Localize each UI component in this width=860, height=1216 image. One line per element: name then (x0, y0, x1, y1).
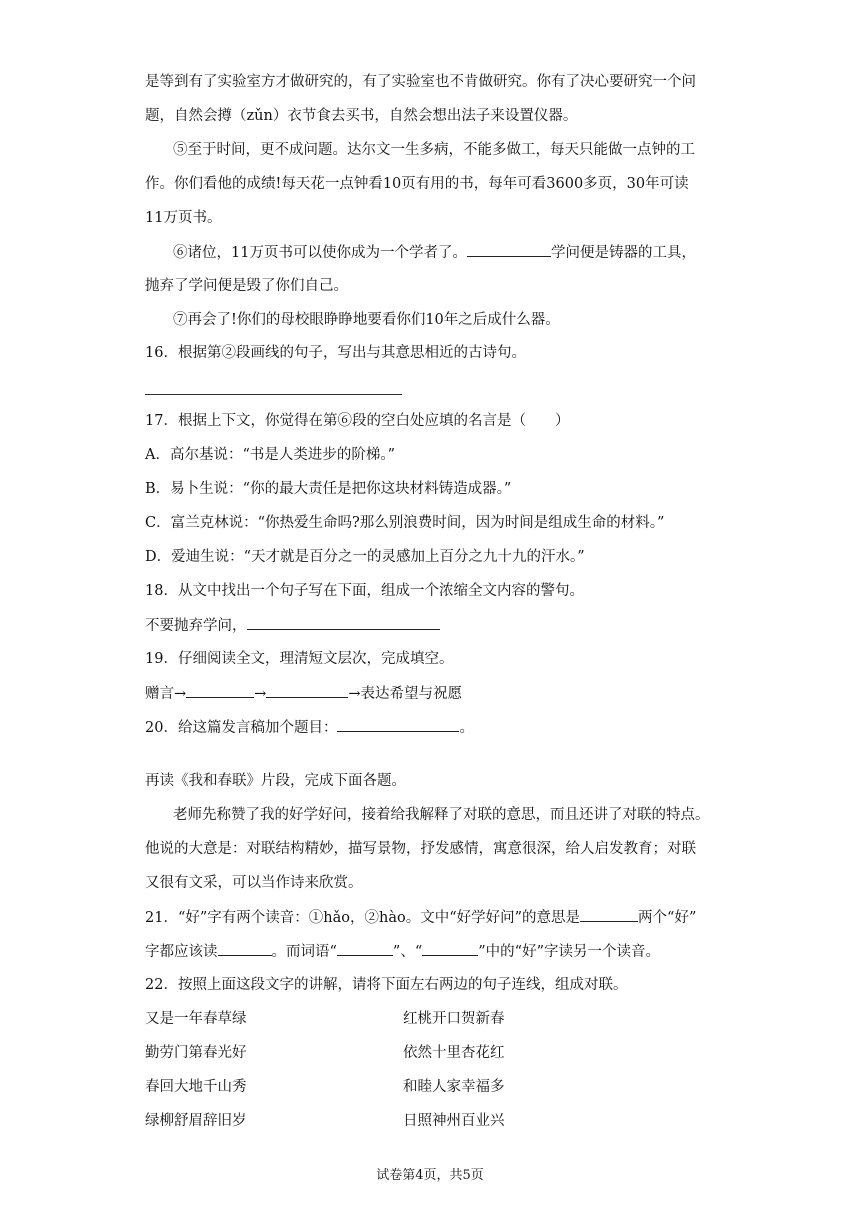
option-a[interactable]: A．高尔基说：“书是人类进步的阶梯。” (145, 447, 396, 463)
paragraph-7: ⑦再会了!你们的母校眼睁睁地要看你们10年之后成什么器。 (173, 312, 560, 328)
question-21-text: 两个“好” (638, 910, 697, 926)
section-paragraph: 他说的大意是：对联结构精妙，描写景物，抒发感情，寓意很深，给人启发教育；对联 (145, 841, 696, 857)
question-16: 16．根据第②段画线的句子，写出与其意思相近的古诗句。 (145, 345, 526, 361)
question-20 (145, 717, 474, 738)
passage-line: 题，自然会撙（zǔn）衣节食去买书，自然会想出法子来设置仪器。 (145, 108, 578, 124)
answer-blank-21d[interactable] (422, 941, 478, 956)
passage-line: 是等到有了实验室方才做研究的，有了实验室也不肯做研究。你有了决心要研究一个问 (145, 74, 696, 90)
paragraph-6-text: 学问便是铸器的工具， (550, 245, 696, 261)
couplet-right[interactable]: 依然十里杏花红 (403, 1045, 505, 1061)
flow-arrow: → (254, 686, 267, 702)
question-21 (145, 907, 696, 928)
section-paragraph: 又很有文采，可以当作诗来欣赏。 (145, 875, 363, 891)
option-c[interactable]: C．富兰克林说：“你热爱生命吗?那么别浪费时间，因为时间是组成生命的材料。” (145, 515, 665, 531)
couplet-left[interactable]: 春回大地千山秀 (145, 1079, 247, 1095)
answer-prefix: 不要抛弃学问， (145, 618, 247, 634)
answer-blank-19b[interactable] (266, 683, 348, 698)
answer-blank-20[interactable] (337, 717, 459, 732)
page-footer: 试卷第4页，共5页 (376, 1168, 484, 1183)
couplet-left[interactable]: 又是一年春草绿 (145, 1011, 247, 1027)
answer-blank-19a[interactable] (186, 683, 254, 698)
question-21-cont (145, 941, 660, 962)
answer-blank-18[interactable] (247, 615, 440, 630)
section-paragraph: 老师先称赞了我的好学好问，接着给我解释了对联的意思，而且还讲了对联的特点。 (173, 807, 710, 823)
paragraph-6 (173, 242, 696, 263)
question-21-text: ”、“ (392, 944, 423, 960)
passage-line: 11万页书。 (145, 210, 222, 226)
couplet-right[interactable]: 日照神州百业兴 (403, 1113, 505, 1129)
question-18: 18．从文中找出一个句子写在下面，组成一个浓缩全文内容的警句。 (145, 583, 584, 599)
section-intro: 再读《我和春联》片段，完成下面各题。 (145, 773, 406, 789)
question-18-answer (145, 615, 440, 636)
couplet-right[interactable]: 和睦人家幸福多 (403, 1079, 505, 1095)
question-19-answer (145, 683, 462, 704)
paragraph-5: ⑤至于时间，更不成问题。达尔文一生多病，不能多做工，每天只能做一点钟的工 (173, 142, 695, 158)
flow-end: →表达希望与祝愿 (348, 686, 462, 702)
option-d[interactable]: D．爱迪生说：“天才就是百分之一的灵感加上百分之九十九的汗水。” (145, 549, 585, 565)
paragraph-6-text: ⑥诸位，11万页书可以使你成为一个学者了。 (173, 245, 467, 261)
question-17: 17．根据上下文，你觉得在第⑥段的空白处应填的名言是（ ） (145, 413, 570, 429)
question-21-text: 字都应该读 (145, 944, 218, 960)
question-21-text: 。而词语“ (271, 944, 337, 960)
passage-line: 抛弃了学问便是毁了你们自己。 (145, 278, 348, 294)
couplet-right[interactable]: 红桃开口贺新春 (403, 1011, 505, 1027)
answer-blank-21c[interactable] (337, 941, 393, 956)
answer-line-16[interactable] (145, 394, 402, 395)
question-20-text: 20．给这篇发言稿加个题目： (145, 720, 338, 736)
answer-blank-21b[interactable] (218, 941, 272, 956)
option-b[interactable]: B．易卜生说：“你的最大责任是把你这块材料铸造成器。” (145, 481, 512, 497)
flow-start: 赠言→ (145, 686, 187, 702)
question-20-end: 。 (459, 720, 474, 736)
quote-blank[interactable] (467, 242, 551, 257)
passage-line: 作。你们看他的成绩!每天花一点钟看10页有用的书，每年可看3600多页，30年可读 (145, 176, 689, 192)
answer-blank-21a[interactable] (580, 907, 638, 922)
question-21-text: 21．“好”字有两个读音：①hǎo，②hào。文中“好学好问”的意思是 (145, 910, 581, 926)
question-21-text: ”中的“好”字读另一个读音。 (478, 944, 660, 960)
couplet-left[interactable]: 勤劳门第春光好 (145, 1045, 247, 1061)
question-22: 22．按照上面这段文字的讲解，请将下面左右两边的句子连线，组成对联。 (145, 977, 628, 993)
couplet-left[interactable]: 绿柳舒眉辞旧岁 (145, 1113, 247, 1129)
question-19: 19．仔细阅读全文，理清短文层次，完成填空。 (145, 651, 454, 667)
